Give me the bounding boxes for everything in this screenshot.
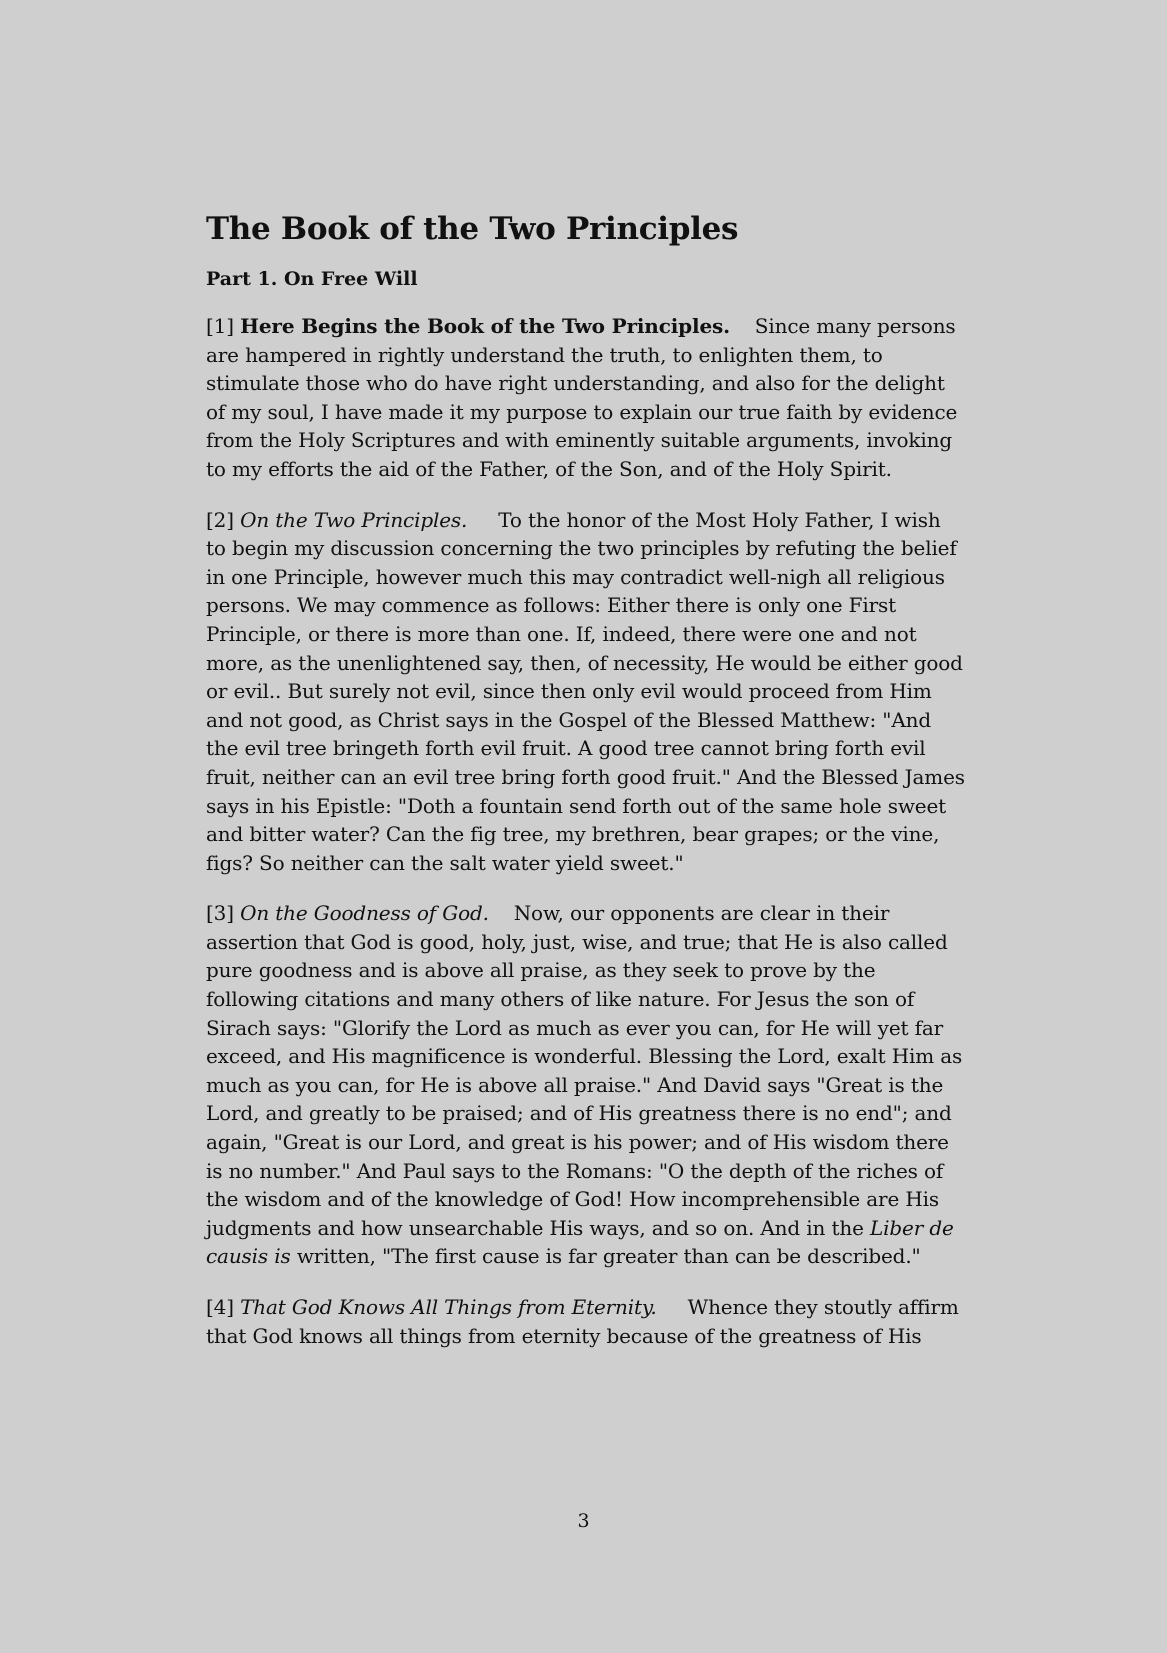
paragraph-2 bbox=[206, 506, 966, 878]
paragraph-text-continued: written, "The first cause is far greater than can be described." bbox=[296, 1244, 921, 1269]
paragraph-text: Whence they stoutly affirm that God knows all things from eternity because of the greatness of His bbox=[206, 1295, 959, 1348]
document-title: The Book of the Two Principles bbox=[206, 211, 739, 247]
page-number: 3 bbox=[577, 1510, 590, 1532]
paragraph-heading: Here Begins the Book of the Two Principles. bbox=[240, 314, 730, 338]
paragraph-number: [1] bbox=[206, 314, 234, 338]
paragraph-text: Now, our opponents are clear in their assertion that God is good, holy, just, wise, and true; that He is also called pure goodness and is above all praise, as they seek to prove by the following citations and many others of like nature. For Jesus the son of Sirach says: "Glorify the Lord as much as ever you can, for He will yet far exceed, and His magnificence is wonderful. Blessing the Lord, exalt Him as much as you can, for He is above all praise." And David says "Great is the Lord, and greatly to be praised; and of His greatness there is no end"; and again, "Great is our Lord, and great is his power; and of His wisdom there is no number." And Paul says to the Romans: "O the depth of the riches of the wisdom and of the knowledge of God! How incomprehensible are His judgments and how unsearchable His ways, and so on. And in the bbox=[206, 901, 963, 1240]
document-body bbox=[206, 205, 966, 1372]
paragraph-4 bbox=[206, 1293, 966, 1350]
paragraph-number: [4] bbox=[206, 1295, 234, 1319]
paragraph-1 bbox=[206, 312, 966, 484]
paragraph-number: [2] bbox=[206, 507, 234, 532]
italic-book-title: Liber de causis is bbox=[206, 1215, 954, 1269]
paragraph-heading: That God Knows All Things from Eternity. bbox=[240, 1295, 657, 1319]
paragraph-number: [3] bbox=[206, 901, 234, 926]
paragraph-heading: On the Goodness of God. bbox=[240, 901, 489, 926]
paragraph-heading: On the Two Principles. bbox=[240, 507, 468, 532]
paragraph-text: Since many persons are hampered in rightly understand the truth, to enlighten them, to stimulate those who do have right understanding, and also for the delight of my soul, I have made it my purpose to explain our true faith by evidence from the Holy Scriptures and with eminently suitable arguments, invoking to my efforts the aid of the Father, of the Son, and of the Holy Spirit. bbox=[206, 314, 958, 481]
paragraph-3 bbox=[206, 899, 966, 1271]
section-heading: Part 1. On Free Will bbox=[206, 268, 418, 290]
paragraph-text: To the honor of the Most Holy Father, I wish to begin my discussion concerning the two principles by refuting the belief in one Principle, however much this may contradict well-nigh all religious persons. We may commence as follows: Either there is only one First Principle, or there is more than one. If, indeed, there were one and not more, as the unenlightened say, then, of necessity, He would be either good or evil.. But surely not evil, since then only evil would proceed from Him and not good, as Christ says in the Gospel of the Blessed Matthew: "And the evil tree bringeth forth evil fruit. A good tree cannot bring forth evil fruit, neither can an evil tree bring forth good fruit." And the Blessed James says in his Epistle: "Doth a fountain send forth out of the same hole sweet and bitter water? Can the fig tree, my brethren, bear grapes; or the vine, figs? So neither can the salt water yield sweet." bbox=[206, 507, 965, 875]
